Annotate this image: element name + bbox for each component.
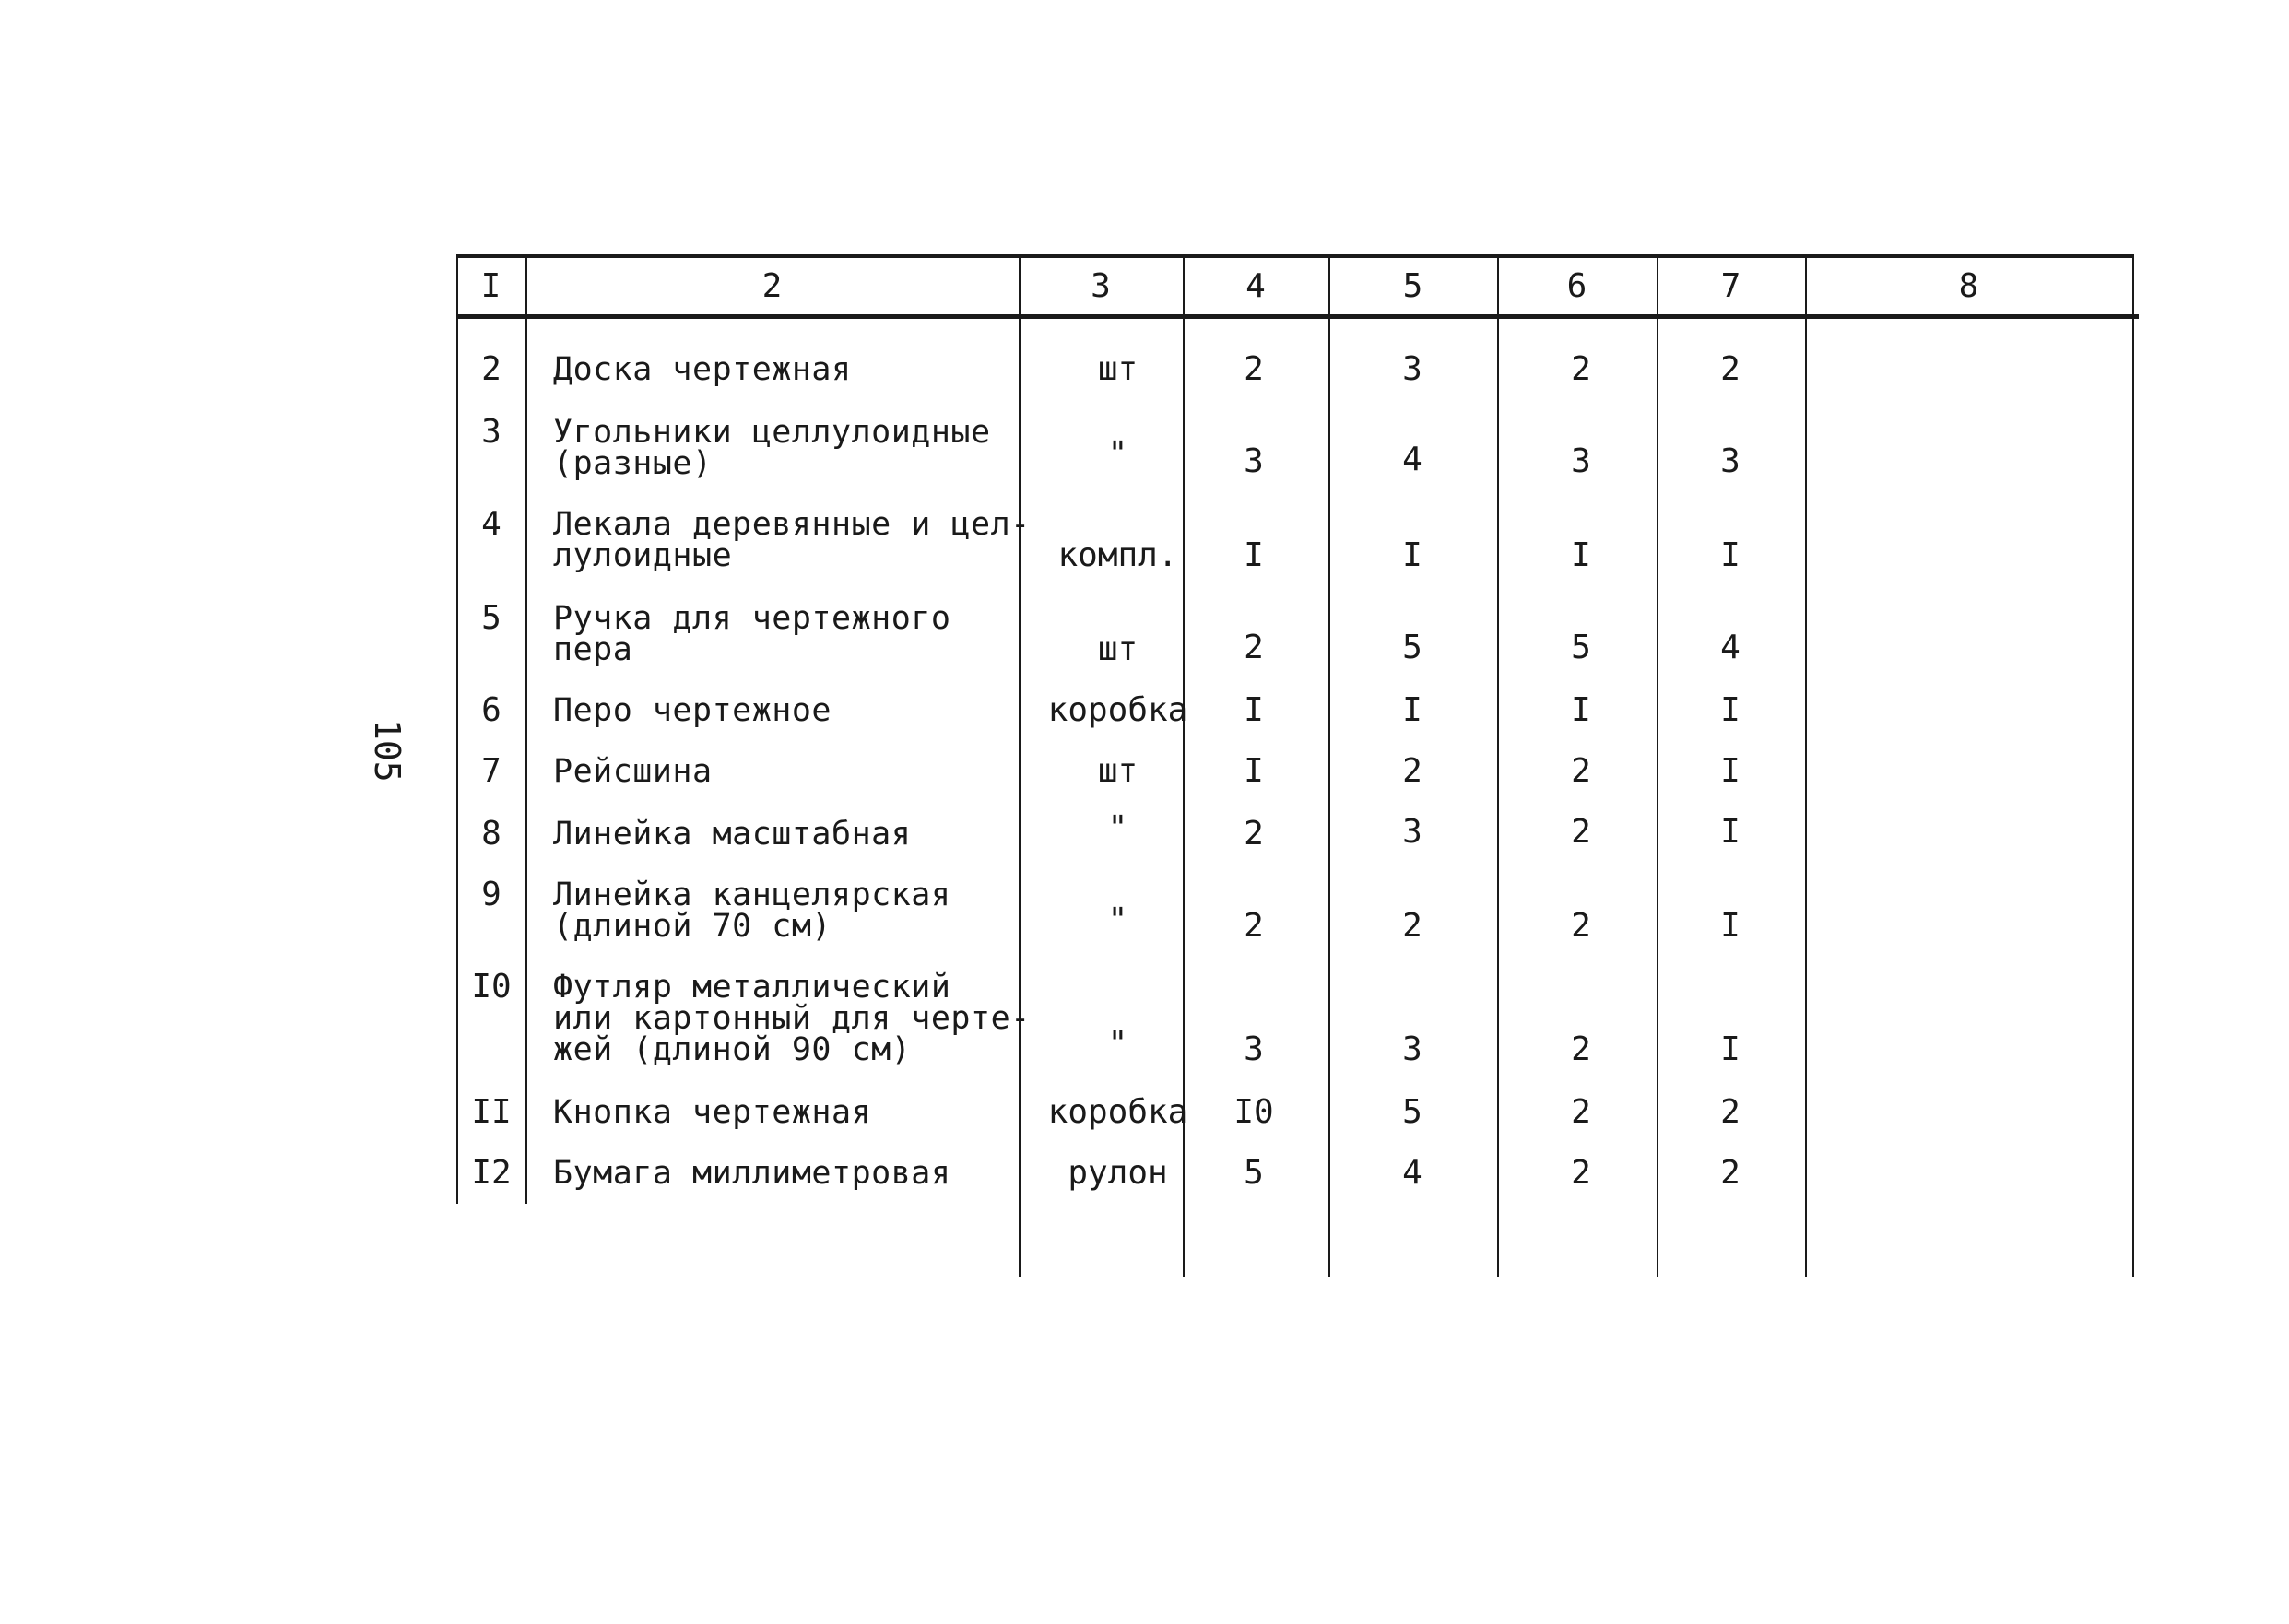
value-col7: I <box>1720 536 1740 574</box>
value-col6: 2 <box>1571 1030 1591 1068</box>
value-col6: 2 <box>1571 752 1591 790</box>
value-col5: 2 <box>1402 907 1422 945</box>
value-col4: I <box>1244 752 1264 790</box>
column-divider <box>1328 254 1330 1277</box>
value-col7: I <box>1720 907 1740 945</box>
item-unit: шт <box>1097 630 1139 668</box>
column-divider <box>1657 254 1658 1277</box>
item-unit: шт <box>1097 350 1139 388</box>
value-col4: I <box>1244 691 1264 729</box>
value-col5: 3 <box>1402 350 1422 388</box>
item-unit: рулон <box>1068 1154 1168 1192</box>
item-unit: коробка <box>1047 691 1188 729</box>
row-number: 9 <box>481 876 501 913</box>
row-number: 5 <box>481 599 501 637</box>
value-col6: I <box>1571 691 1591 729</box>
value-col6: 2 <box>1571 813 1591 851</box>
row-number: 2 <box>481 350 501 388</box>
item-name: Кнопка чертежная <box>553 1094 872 1131</box>
item-name: Перо чертежное <box>553 692 832 729</box>
value-col5: 5 <box>1402 1093 1422 1131</box>
column-divider <box>1497 254 1499 1277</box>
value-col5: 2 <box>1402 752 1422 790</box>
column-header-2: 2 <box>761 267 783 305</box>
value-col4: 2 <box>1244 629 1264 666</box>
item-unit: коробка <box>1047 1093 1188 1131</box>
value-col5: 3 <box>1402 813 1422 851</box>
row-number: I2 <box>471 1154 512 1192</box>
value-col7: I <box>1720 691 1740 729</box>
value-col6: 2 <box>1571 1093 1591 1131</box>
item-name: Футляр металлический или картонный для черте- жей (длиной 90 см) <box>553 969 1031 1068</box>
value-col4: 2 <box>1244 907 1264 945</box>
column-header-7: 7 <box>1720 267 1741 305</box>
value-col4: 5 <box>1244 1154 1264 1192</box>
item-unit: " <box>1107 1025 1128 1063</box>
column-header-8: 8 <box>1958 267 1979 305</box>
item-name: Рейсшина <box>553 753 713 790</box>
value-col7: I <box>1720 813 1740 851</box>
item-unit: компл. <box>1057 536 1178 574</box>
value-col6: I <box>1571 536 1591 574</box>
value-col7: 4 <box>1720 629 1740 666</box>
row-number: 3 <box>481 413 501 451</box>
equipment-table <box>456 254 2134 1277</box>
item-unit: " <box>1107 901 1128 939</box>
value-col7: 2 <box>1720 350 1740 388</box>
column-header-3: 3 <box>1091 267 1111 305</box>
item-unit: шт <box>1097 752 1139 790</box>
row-number: II <box>471 1093 512 1131</box>
value-col6: 3 <box>1571 442 1591 480</box>
column-divider <box>525 254 527 1204</box>
value-col4: 2 <box>1244 350 1264 388</box>
value-col4: 3 <box>1244 1030 1264 1068</box>
item-name: Линейка масштабная <box>553 816 912 853</box>
value-col4: 2 <box>1244 815 1264 853</box>
row-number: 8 <box>481 815 501 853</box>
column-divider <box>1805 254 1807 1277</box>
value-col6: 2 <box>1571 907 1591 945</box>
value-col7: I <box>1720 1030 1740 1068</box>
value-col5: I <box>1402 691 1422 729</box>
item-name: Доска чертежная <box>553 351 852 388</box>
table-header-rule <box>456 314 2139 319</box>
value-col4: I0 <box>1233 1093 1274 1131</box>
item-name: Угольники целлулоидные (разные) <box>553 414 991 482</box>
value-col6: 2 <box>1571 1154 1591 1192</box>
column-header-6: 6 <box>1566 267 1587 305</box>
value-col4: I <box>1244 536 1264 574</box>
row-number: 7 <box>481 752 501 790</box>
value-col5: 4 <box>1402 441 1422 478</box>
value-col6: 2 <box>1571 350 1591 388</box>
value-col6: 5 <box>1571 629 1591 666</box>
column-header-5: 5 <box>1402 267 1423 305</box>
column-divider <box>456 254 458 1204</box>
value-col5: I <box>1402 536 1422 574</box>
page-number: 105 <box>367 719 407 783</box>
item-unit: " <box>1107 435 1128 473</box>
row-number: 6 <box>481 691 501 729</box>
value-col7: 3 <box>1720 442 1740 480</box>
value-col7: I <box>1720 752 1740 790</box>
value-col5: 4 <box>1402 1154 1422 1192</box>
value-col7: 2 <box>1720 1154 1740 1192</box>
row-number: I0 <box>471 968 512 1006</box>
column-divider <box>2132 254 2134 1277</box>
value-col4: 3 <box>1244 442 1264 480</box>
value-col5: 5 <box>1402 629 1422 666</box>
column-header-1: I <box>480 267 501 305</box>
item-unit: " <box>1107 809 1128 847</box>
item-name: Ручка для чертежного пера <box>553 600 951 668</box>
item-name: Линейка канцелярская (длиной 70 см) <box>553 877 951 945</box>
item-name: Лекала деревянные и цел- лулоидные <box>553 506 1031 574</box>
item-name: Бумага миллиметровая <box>553 1155 951 1192</box>
row-number: 4 <box>481 505 501 543</box>
value-col7: 2 <box>1720 1093 1740 1131</box>
table-top-rule <box>456 254 2134 258</box>
value-col5: 3 <box>1402 1030 1422 1068</box>
column-header-4: 4 <box>1245 267 1266 305</box>
